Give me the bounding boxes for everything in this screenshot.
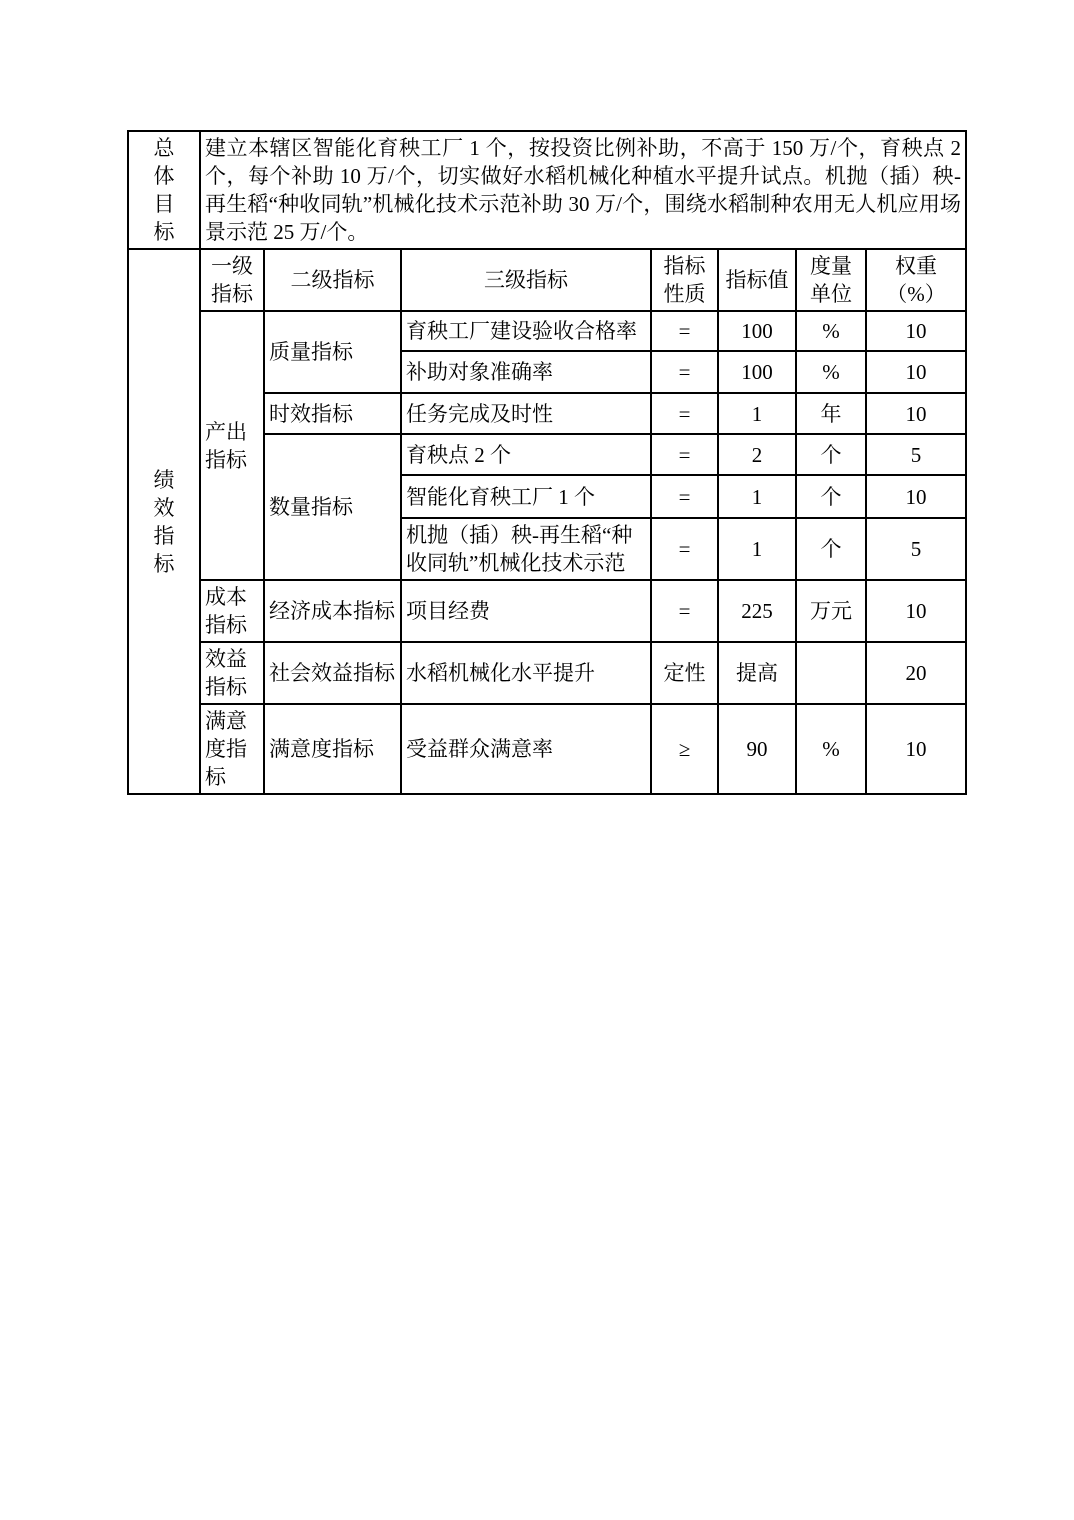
cell-unit: 个 — [796, 518, 866, 580]
cell-level3-indicator: 项目经费 — [401, 580, 651, 642]
cell-nature: = — [651, 580, 718, 642]
cell-level1-cost: 成本指标 — [200, 580, 264, 642]
cell-level2-satisfaction: 满意度指标 — [264, 704, 401, 794]
performance-row-label — [128, 249, 200, 794]
table-row — [128, 311, 966, 351]
cell-level3-indicator: 任务完成及时性 — [401, 393, 651, 434]
cell-unit: 万元 — [796, 580, 866, 642]
cell-unit: % — [796, 311, 866, 351]
cell-unit — [796, 642, 866, 704]
cell-unit: % — [796, 704, 866, 794]
table-row-overall-goal — [128, 131, 966, 249]
header-level1-indicator: 一级指标 — [200, 249, 264, 311]
cell-value: 2 — [718, 434, 796, 475]
cell-value: 提高 — [718, 642, 796, 704]
cell-unit: % — [796, 351, 866, 393]
table-row — [128, 704, 966, 794]
cell-level3-indicator: 水稻机械化水平提升 — [401, 642, 651, 704]
cell-level1-output: 产出指标 — [200, 311, 264, 580]
performance-label-text: 绩效指标 — [153, 467, 175, 576]
cell-level1-benefit: 效益指标 — [200, 642, 264, 704]
cell-nature: = — [651, 393, 718, 434]
cell-weight: 5 — [866, 518, 966, 580]
cell-value: 90 — [718, 704, 796, 794]
header-indicator-nature: 指标性质 — [651, 249, 718, 311]
cell-nature: = — [651, 311, 718, 351]
cell-nature: 定性 — [651, 642, 718, 704]
cell-level3-indicator: 受益群众满意率 — [401, 704, 651, 794]
cell-value: 1 — [718, 475, 796, 518]
header-level3-indicator: 三级指标 — [401, 249, 651, 311]
cell-level2-timeliness: 时效指标 — [264, 393, 401, 434]
cell-nature: ≥ — [651, 704, 718, 794]
header-indicator-value: 指标值 — [718, 249, 796, 311]
cell-weight: 5 — [866, 434, 966, 475]
cell-nature: = — [651, 475, 718, 518]
performance-indicator-table — [127, 130, 967, 795]
header-measure-unit: 度量单位 — [796, 249, 866, 311]
cell-level2-social-benefit: 社会效益指标 — [264, 642, 401, 704]
cell-level3-indicator: 育秧点 2 个 — [401, 434, 651, 475]
cell-level2-quality: 质量指标 — [264, 311, 401, 393]
cell-value: 1 — [718, 518, 796, 580]
cell-value: 1 — [718, 393, 796, 434]
cell-value: 100 — [718, 311, 796, 351]
cell-level1-satisfaction: 满意度指标 — [200, 704, 264, 794]
header-weight: 权重（%） — [866, 249, 966, 311]
overall-goal-label-text: 总体目标 — [153, 136, 175, 244]
cell-unit: 个 — [796, 434, 866, 475]
cell-nature: = — [651, 434, 718, 475]
table-row — [128, 580, 966, 642]
cell-level2-quantity: 数量指标 — [264, 434, 401, 580]
cell-level3-indicator: 机抛（插）秧-再生稻“种收同轨”机械化技术示范 — [401, 518, 651, 580]
cell-weight: 10 — [866, 704, 966, 794]
overall-goal-row-label — [128, 131, 200, 249]
cell-weight: 10 — [866, 580, 966, 642]
cell-level3-indicator: 育秧工厂建设验收合格率 — [401, 311, 651, 351]
cell-weight: 20 — [866, 642, 966, 704]
cell-level3-indicator: 智能化育秧工厂 1 个 — [401, 475, 651, 518]
cell-weight: 10 — [866, 311, 966, 351]
cell-unit: 年 — [796, 393, 866, 434]
cell-nature: = — [651, 351, 718, 393]
cell-unit: 个 — [796, 475, 866, 518]
cell-value: 100 — [718, 351, 796, 393]
cell-weight: 10 — [866, 475, 966, 518]
header-level2-indicator: 二级指标 — [264, 249, 401, 311]
cell-weight: 10 — [866, 393, 966, 434]
cell-weight: 10 — [866, 351, 966, 393]
table-row — [128, 642, 966, 704]
cell-nature: = — [651, 518, 718, 580]
table-header-row — [128, 249, 966, 311]
cell-level2-economic-cost: 经济成本指标 — [264, 580, 401, 642]
overall-goal-content: 建立本辖区智能化育秧工厂 1 个，按投资比例补助，不高于 150 万/个，育秧点 2 个，每个补助 10 万/个，切实做好水稻机械化种植水平提升试点。机抛（插）秧-再生稻“种收同轨”机械化技术示范补助 30 万/个，围绕水稻制种农用无人机应用场景示范 25 万/个。 — [200, 131, 966, 249]
cell-value: 225 — [718, 580, 796, 642]
cell-level3-indicator: 补助对象准确率 — [401, 351, 651, 393]
